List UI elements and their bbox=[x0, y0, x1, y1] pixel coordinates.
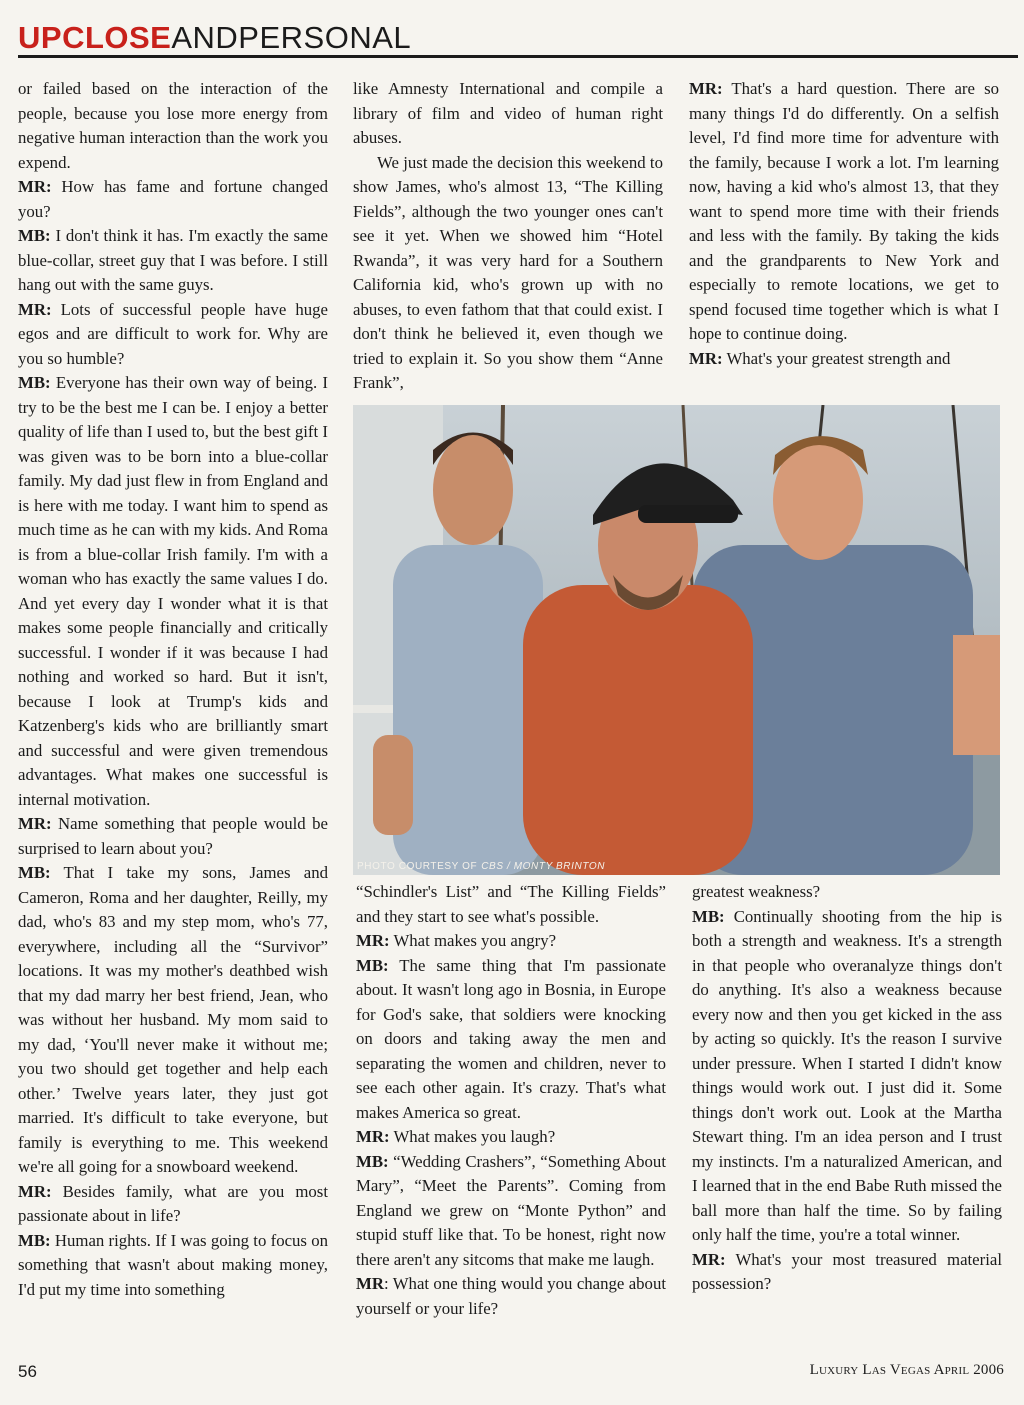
column-3-bottom bbox=[692, 880, 1002, 1350]
paragraph bbox=[356, 880, 666, 929]
paragraph-text: Everyone has their own way of being. I try to be the best me I can be. I enjoy a better quality of life than I used to, but the best gift I was given was to be born into a blue-collar family. My dad just flew in from England and is here with me today. I want him to spend as much time as he can with my kids. And Roma is from a blue-collar Irish family. I'm with a woman who has exactly the same values I do. And yet every day I wonder what it is that makes some people financially and critically successful. I wonder if it was because I had nothing and worked so hard. But it isn't, because I look at Trump's kids and Katzenberg's kids who are brilliantly smart and successful and were given tremendous advantages. What makes one successful is internal motivation. bbox=[18, 373, 328, 809]
paragraph bbox=[353, 77, 663, 151]
speaker-label: MR bbox=[356, 1274, 384, 1293]
section-title-rest: ANDPERSONAL bbox=[171, 20, 412, 55]
paragraph bbox=[18, 861, 328, 1180]
photo-credit-prefix: PHOTO COURTESY OF bbox=[357, 861, 478, 872]
speaker-label: MR: bbox=[18, 1181, 52, 1201]
section-title bbox=[18, 18, 1018, 58]
paragraph-text: Lots of successful people have huge egos and are difficult to work for. Why are you so humble? bbox=[18, 299, 328, 368]
column-2-bottom bbox=[356, 880, 666, 1350]
paragraph-text: greatest weakness? bbox=[692, 882, 821, 901]
speaker-label: MB: bbox=[18, 226, 51, 245]
paragraph bbox=[18, 77, 328, 175]
photo-illustration bbox=[353, 405, 1000, 875]
paragraph bbox=[356, 1150, 666, 1273]
paragraph bbox=[353, 151, 663, 396]
speaker-label: MR: bbox=[689, 348, 723, 368]
paragraph bbox=[689, 77, 999, 347]
paragraph bbox=[18, 1229, 328, 1303]
paragraph-text: “Schindler's List” and “The Killing Fields” and they start to see what's possible. bbox=[356, 882, 666, 926]
paragraph-text: “Wedding Crashers”, “Something About Mary”, “Meet the Parents”. Coming from England we grew on “Monte Python” and stupid stuff like that. To be honest, right now there aren't any sitcoms that make me laugh. bbox=[356, 1151, 666, 1269]
paragraph bbox=[692, 1248, 1002, 1297]
paragraph bbox=[18, 298, 328, 372]
paragraph-text: Name something that people would be surprised to learn about you? bbox=[18, 814, 328, 858]
column-1 bbox=[18, 77, 328, 1367]
speaker-label: MB: bbox=[356, 1151, 389, 1171]
article-photo bbox=[353, 405, 1000, 875]
speaker-label: MR: bbox=[692, 1249, 726, 1269]
photo-credit bbox=[357, 861, 605, 872]
paragraph-text: : What one thing would you change about yourself or your life? bbox=[356, 1274, 666, 1318]
speaker-label: MR: bbox=[689, 79, 723, 98]
paragraph-text: Continually shooting from the hip is both a strength and weakness. It's a strength in that people who overanalyze things don't do anything. It's also a weakness because every now and then you get kicked in the ass by acting so quickly. It's the reason I survive under pressure. When I started I didn't know things would work out. I just did it. Some things don't work out. Look at the Martha Stewart thing. I'm an idea person and I trust my instincts. I'm a naturalized American, and I learned that in the end Babe Ruth missed the ball more than half the time. So by failing only half the time, you're a total winner. bbox=[692, 906, 1002, 1244]
paragraph bbox=[692, 905, 1002, 1248]
paragraph-text: What makes you laugh? bbox=[389, 1127, 556, 1146]
magazine-folio: Luxury Las Vegas April 2006 bbox=[809, 1362, 1004, 1378]
paragraph-text: What's your greatest strength and bbox=[722, 348, 951, 368]
speaker-label: MR: bbox=[18, 177, 52, 196]
section-title-bold: UPCLOSE bbox=[18, 20, 172, 55]
paragraph-text: I don't think it has. I'm exactly the same blue-collar, street guy that I was before. I still hang out with the same guys. bbox=[18, 226, 328, 294]
paragraph bbox=[18, 371, 328, 812]
paragraph-text: What's your most treasured material possession? bbox=[692, 1249, 1002, 1293]
paragraph-text: We just made the decision this weekend to show James, who's almost 13, “The Killing Fields”, although the two younger ones can't see it yet. When we showed him “Hotel Rwanda”, it was very hard for a Southern California kid, who's grown up with no abuses, to even fathom that that could exist. I don't think he believed it, even though we tried to explain it. So you show them “Anne Frank”, bbox=[353, 152, 663, 392]
speaker-label: MR: bbox=[18, 814, 52, 833]
paragraph bbox=[689, 347, 999, 372]
paragraph-text: The same thing that I'm passionate about. It wasn't long ago in Bosnia, in Europe for God's sake, that soldiers were knocking on doors and taking away the men and separating the women and children, never to see each other again. It's crazy. That's what makes America so great. bbox=[356, 955, 666, 1122]
page-header bbox=[18, 18, 1018, 58]
paragraph-text: How has fame and fortune changed you? bbox=[18, 177, 328, 221]
paragraph-text: or failed based on the interaction of the people, because you lose more energy from negative human interaction than the work you expend. bbox=[18, 79, 328, 172]
speaker-label: MR: bbox=[356, 1127, 390, 1146]
speaker-label: MB: bbox=[692, 906, 725, 926]
paragraph bbox=[356, 929, 666, 954]
header-rule bbox=[18, 55, 1018, 58]
paragraph bbox=[356, 1272, 666, 1321]
column-3-top bbox=[689, 77, 999, 399]
paragraph bbox=[356, 954, 666, 1126]
speaker-label: MR: bbox=[18, 299, 52, 319]
speaker-label: MB: bbox=[356, 955, 389, 975]
paragraph-text: What makes you angry? bbox=[389, 931, 557, 950]
paragraph bbox=[18, 175, 328, 224]
page-number: 56 bbox=[18, 1362, 37, 1381]
speaker-label: MB: bbox=[18, 1230, 51, 1250]
paragraph bbox=[18, 812, 328, 861]
paragraph-text: Human rights. If I was going to focus on something that wasn't about making money, I'd put my time into something bbox=[18, 1230, 328, 1299]
paragraph-text: That I take my sons, James and Cameron, Roma and her daughter, Reilly, my dad, who's 83 and my step mom, who's 77, everywhere, including all the “Survivor” locations. It was my mother's deathbed wish that my dad marry her best friend, Jean, who was without her husband. My mom said to my dad, ‘You'll never make it without me; you two should get together and help each other.’ Twelve years later, they just got married. It's difficult to take everyone, but family is everything to me. This weekend we're all going for a snowboard weekend. bbox=[18, 863, 328, 1176]
column-2-top bbox=[353, 77, 663, 399]
paragraph-text: Besides family, what are you most passionate about in life? bbox=[18, 1181, 328, 1225]
paragraph bbox=[692, 880, 1002, 905]
photo-credit-source: CBS / MONTY BRINTON bbox=[481, 861, 606, 872]
speaker-label: MR: bbox=[356, 931, 390, 950]
paragraph bbox=[356, 1125, 666, 1150]
speaker-label: MB: bbox=[18, 373, 51, 392]
paragraph-text: like Amnesty International and compile a library of film and video of human right abuses. bbox=[353, 79, 663, 147]
paragraph bbox=[18, 224, 328, 298]
speaker-label: MB: bbox=[18, 863, 51, 882]
paragraph bbox=[18, 1180, 328, 1229]
paragraph-text: That's a hard question. There are so many things I'd do differently. On a selfish level, I'd find more time for adventure with the family, because I work a lot. I'm learning now, having a kid who's almost 13, that they want to spend more time with their friends and less with the family. By taking the kids and the grandparents to New York and especially to remote locations, we get to spend focused time together which is what I hope to continue doing. bbox=[689, 79, 999, 343]
